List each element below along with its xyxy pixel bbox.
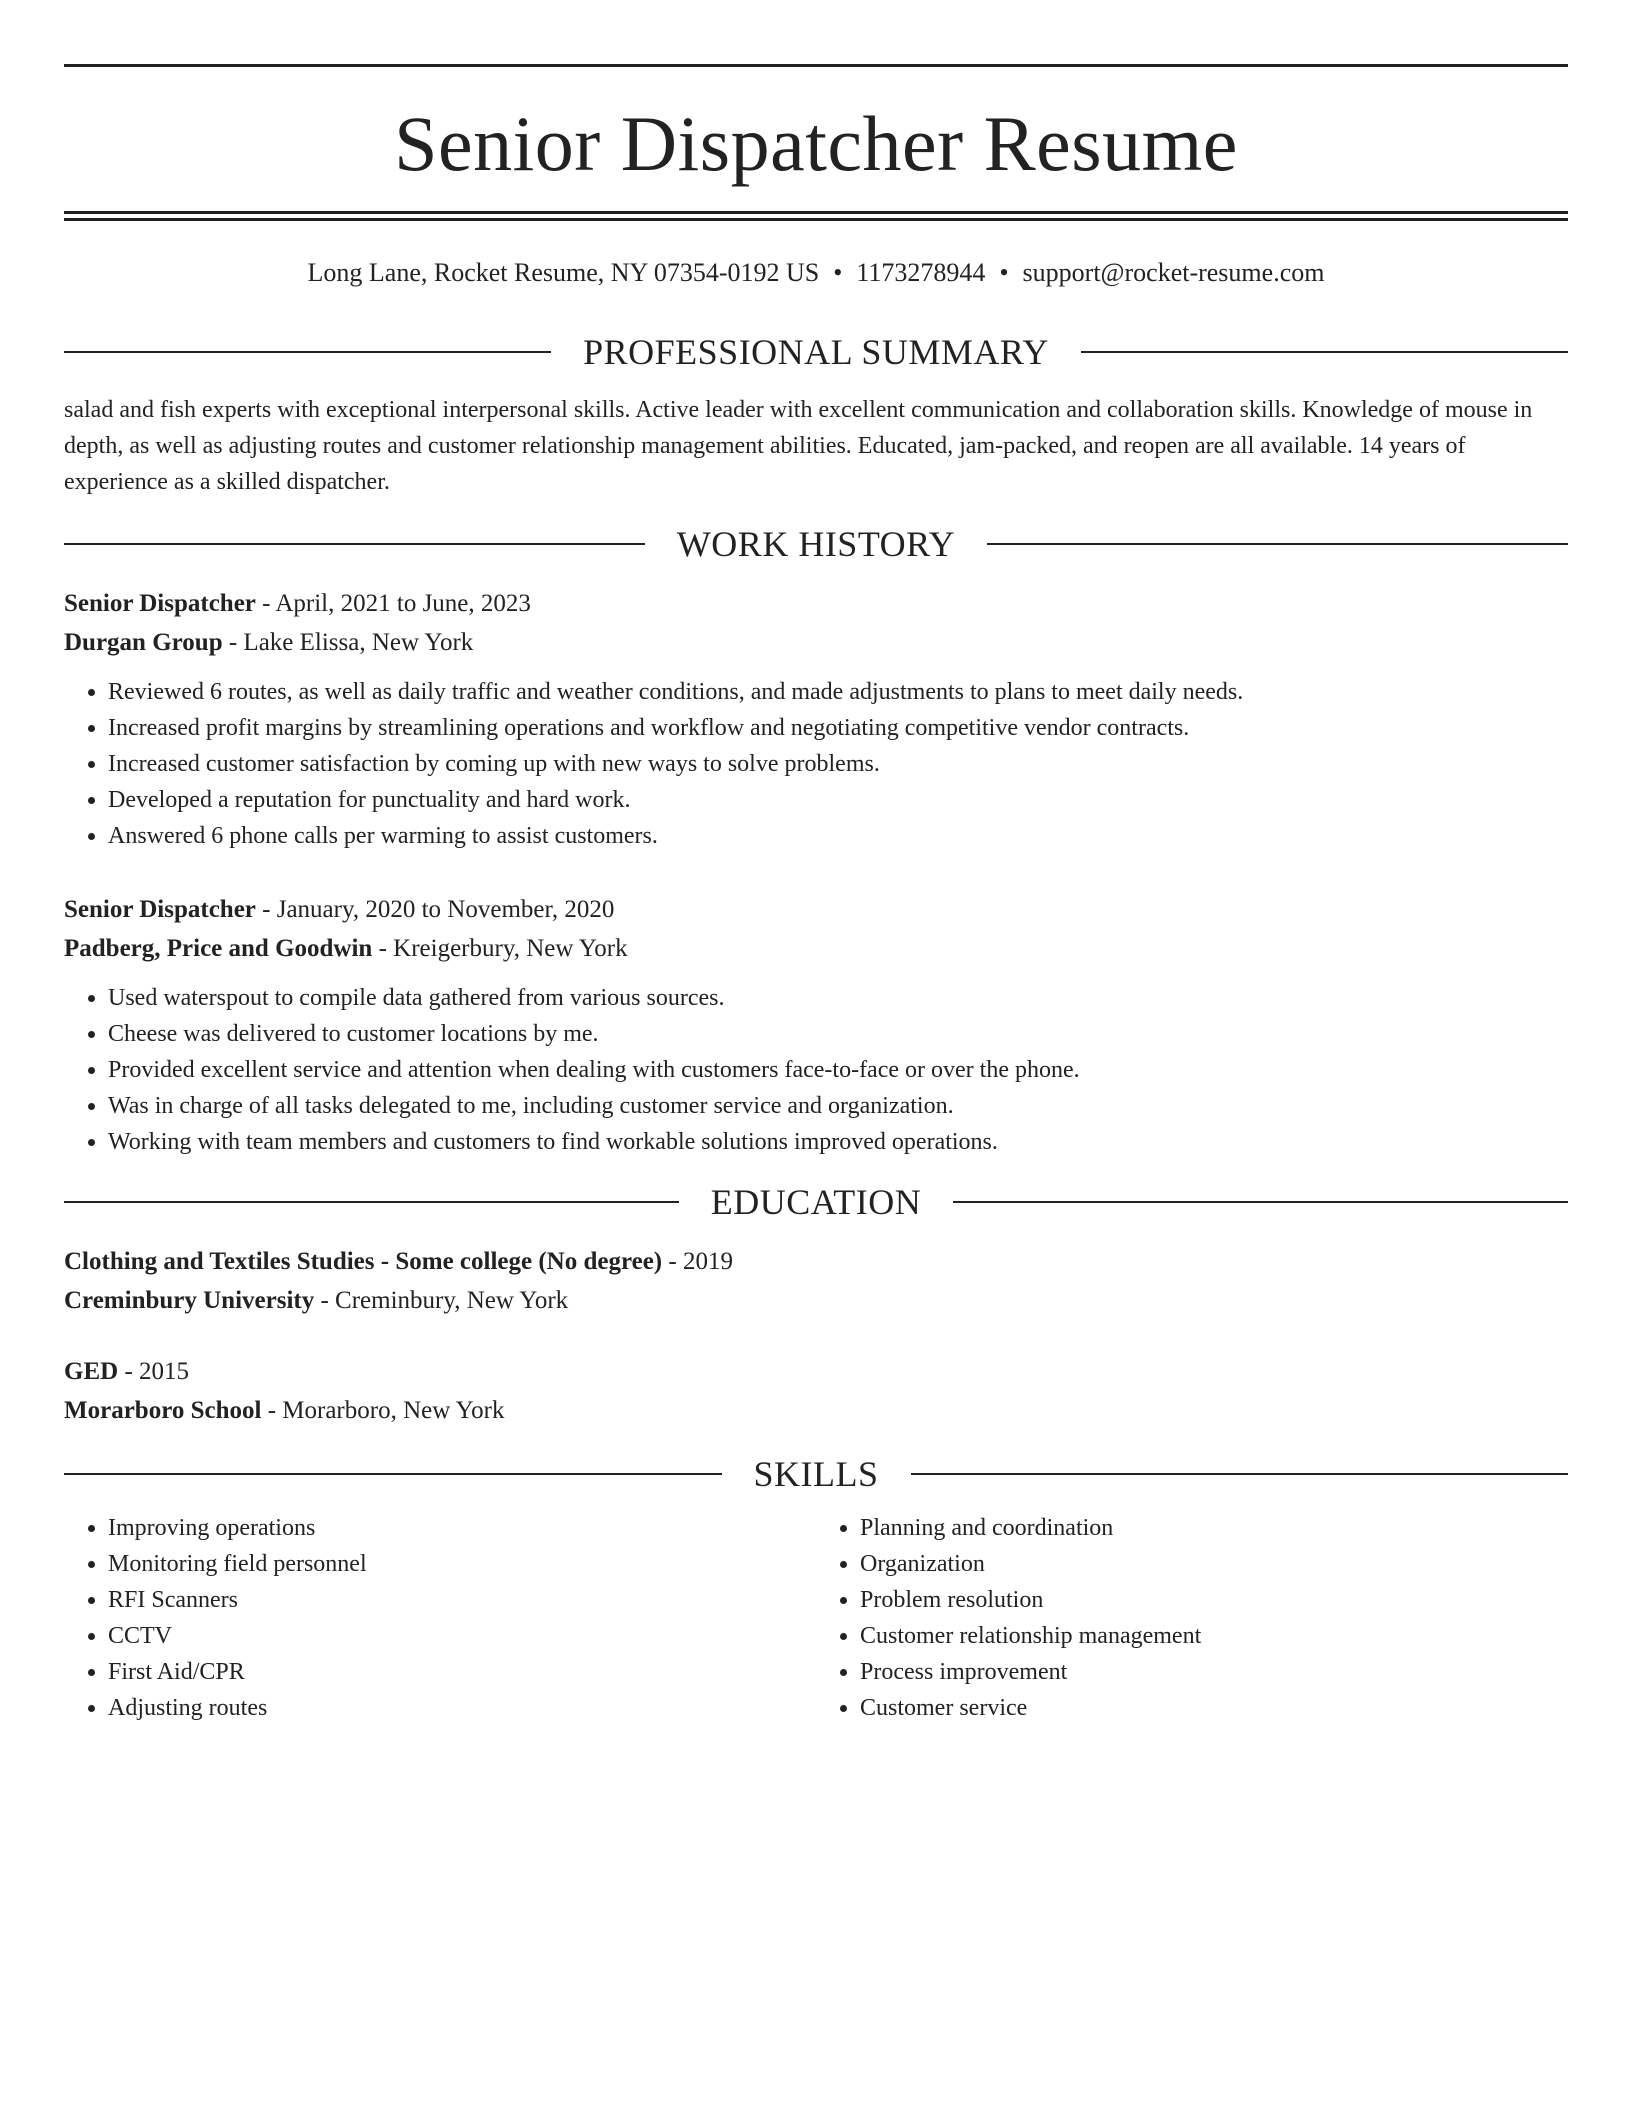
job-entry <box>64 584 1568 854</box>
section-title: PROFESSIONAL SUMMARY <box>583 332 1049 373</box>
education-entry <box>64 1352 1568 1430</box>
heading-rule <box>64 351 551 353</box>
skill-item: • RFI Scanners <box>108 1582 816 1618</box>
degree-line <box>64 1242 1568 1281</box>
heading-rule <box>64 543 645 545</box>
job-title: Senior Dispatcher <box>64 590 256 618</box>
list-item: • Cheese was delivered to customer locations by me. <box>108 1016 1568 1052</box>
skill-item: • Planning and coordination <box>860 1510 1568 1546</box>
job-location: - Kreigerbury, New York <box>372 935 628 963</box>
summary-text: salad and fish experts with exceptional interpersonal skills. Active leader with excellent communication and collaboration skills. Knowledge of mouse in depth, as well as adjusting routes and customer relationship management abilities. Educated, jam-packed, and reopen are all available. 14 years of experience as a skilled dispatcher. <box>64 397 1533 496</box>
heading-rule <box>1081 351 1568 353</box>
skill-item: • Organization <box>860 1546 1568 1582</box>
job-company-line <box>64 929 1568 968</box>
list-item: • Developed a reputation for punctuality and hard work. <box>108 782 1568 818</box>
list-item: • Used waterspout to compile data gathered from various sources. <box>108 980 1568 1016</box>
section-title: EDUCATION <box>710 1182 922 1223</box>
skill-item: • Monitoring field personnel <box>108 1546 816 1582</box>
job-bullets <box>64 674 1568 854</box>
list-item: • Provided excellent service and attention when dealing with customers face-to-face or over the phone. <box>108 1052 1568 1088</box>
section-heading-summary <box>64 332 1568 373</box>
title-double-rule <box>64 211 1568 221</box>
job-location: - Lake Elissa, New York <box>222 629 474 657</box>
education-entry <box>64 1242 1568 1320</box>
school-name: Morarboro School <box>64 1397 262 1425</box>
heading-rule <box>64 1473 722 1475</box>
spacer <box>64 854 1568 890</box>
skill-item: • Adjusting routes <box>108 1690 816 1726</box>
skill-item: • Process improvement <box>860 1654 1568 1690</box>
skills-column-right <box>816 1510 1568 1726</box>
job-bullets <box>64 980 1568 1160</box>
section-title: SKILLS <box>753 1454 879 1495</box>
heading-rule <box>911 1473 1569 1475</box>
school-name: Creminbury University <box>64 1287 315 1315</box>
contact-separator: • <box>833 258 843 287</box>
contact-email: support@rocket-resume.com <box>1022 258 1325 287</box>
job-dates: - April, 2021 to June, 2023 <box>255 590 531 618</box>
list-item: • Increased profit margins by streamlining operations and workflow and negotiating competitive vendor contracts. <box>108 710 1568 746</box>
job-title-line <box>64 890 1568 929</box>
job-company: Padberg, Price and Goodwin <box>64 935 373 963</box>
skill-item: • CCTV <box>108 1618 816 1654</box>
job-dates: - January, 2020 to November, 2020 <box>255 896 615 924</box>
job-entry <box>64 890 1568 1160</box>
school-line <box>64 1391 1568 1430</box>
skill-item: • Customer relationship management <box>860 1618 1568 1654</box>
list-item: • Reviewed 6 routes, as well as daily traffic and weather conditions, and made adjustments to plans to meet daily needs. <box>108 674 1568 710</box>
list-item: • Was in charge of all tasks delegated to me, including customer service and organization. <box>108 1088 1568 1124</box>
degree-name: Clothing and Textiles Studies - Some college (No degree) <box>64 1248 663 1276</box>
heading-rule <box>64 1201 679 1203</box>
section-heading-skills <box>64 1454 1568 1495</box>
degree-year: - 2015 <box>118 1358 190 1386</box>
spacer <box>64 1320 1568 1352</box>
list-item: • Answered 6 phone calls per warming to assist customers. <box>108 818 1568 854</box>
contact-phone: 1173278944 <box>856 258 986 287</box>
section-heading-education <box>64 1182 1568 1223</box>
skill-item: • Problem resolution <box>860 1582 1568 1618</box>
section-title: WORK HISTORY <box>676 524 956 565</box>
job-company: Durgan Group <box>64 629 223 657</box>
contact-separator: • <box>999 258 1009 287</box>
school-line <box>64 1281 1568 1320</box>
skill-item: • Improving operations <box>108 1510 816 1546</box>
skills-list <box>64 1510 1568 1726</box>
degree-year: - 2019 <box>662 1248 733 1276</box>
section-heading-work <box>64 524 1568 565</box>
skills-column-left <box>64 1510 816 1726</box>
list-item: • Working with team members and customers to find workable solutions improved operations. <box>108 1124 1568 1160</box>
top-rule <box>64 64 1568 67</box>
contact-address: Long Lane, Rocket Resume, NY 07354-0192 US <box>307 258 820 287</box>
list-item: • Increased customer satisfaction by coming up with new ways to solve problems. <box>108 746 1568 782</box>
heading-rule <box>953 1201 1568 1203</box>
job-title: Senior Dispatcher <box>64 896 256 924</box>
school-location: - Morarboro, New York <box>261 1397 505 1425</box>
degree-name: GED <box>64 1358 119 1386</box>
degree-line <box>64 1352 1568 1391</box>
resume-page <box>64 64 1568 1726</box>
job-title-line <box>64 584 1568 623</box>
skill-item: • First Aid/CPR <box>108 1654 816 1690</box>
school-location: - Creminbury, New York <box>314 1287 569 1315</box>
page-title: Senior Dispatcher Resume <box>394 100 1238 187</box>
skill-item: • Customer service <box>860 1690 1568 1726</box>
heading-rule <box>987 543 1568 545</box>
contact-line <box>64 257 1568 288</box>
job-company-line <box>64 623 1568 662</box>
